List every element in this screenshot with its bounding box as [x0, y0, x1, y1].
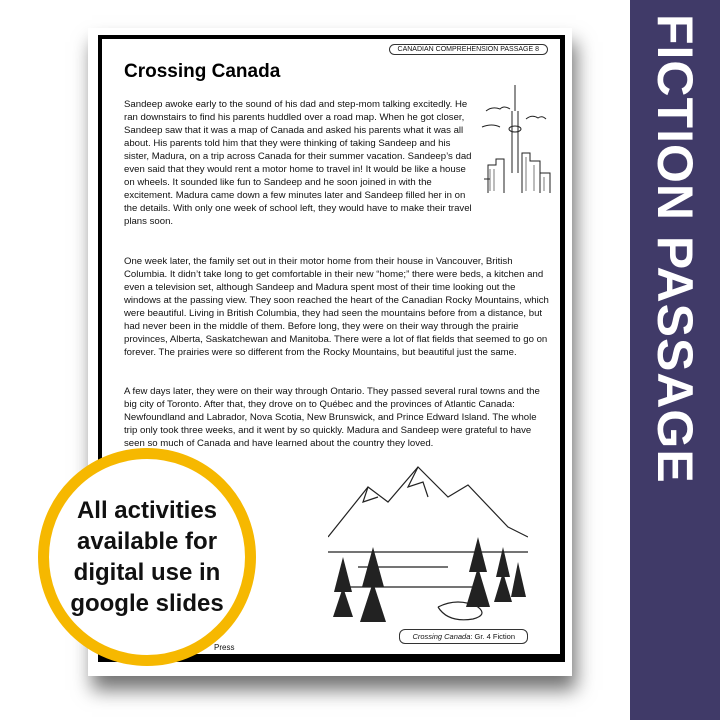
- digital-badge-text: All activities available for digital use in google slides: [70, 497, 224, 617]
- publisher-text: Press: [214, 643, 235, 652]
- paragraph-1: Sandeep awoke early to the sound of his dad and step-mom talking excitedly. He ran downstairs to find his parents huddled over a road map. When he got closer, Sandeep saw that it was a map of Canada and asked his parents what it was all about. His parents told him that they were thinking of taking Sandeep and his sister, Madura, on a trip across Canada for their summer vacation. Sandeep’s dad even said that they would rent a motor home to travel in! It would be like a house on wheels. It sounded like fun to Sandeep and he soon joined in with the excitement. Madura came down a few minutes later and Sandeep filled her in on the details. With only one week of school left, they would have to make their travel plans soon.: [124, 99, 472, 227]
- digital-badge: [38, 448, 256, 666]
- page-title: Crossing Canada: [124, 61, 281, 82]
- mountain-landscape-illustration: [328, 457, 528, 627]
- fiction-passage-label: FICTION PASSAGE: [647, 14, 703, 484]
- sidebar-band: [630, 0, 720, 720]
- footer-tag: [399, 629, 528, 644]
- paragraph-3: A few days later, they were on their way through Ontario. They passed several rural towns and the big city of Toronto. After that, they drove on to Québec and the provinces of Atlantic Canada: Newfoundland and Labrador, Nova Scotia, New Brunswick, and Prince Edward Island. The whole trip only took three weeks, and it went by so quickly. Madura and Sandeep were grateful to have seen so much of Canada and have learned about the country they loved.: [124, 386, 540, 449]
- cn-tower-illustration: [478, 83, 558, 193]
- passage-tag: CANADIAN COMPREHENSION PASSAGE 8: [389, 44, 548, 55]
- footer-grade: : Gr. 4 Fiction: [470, 632, 515, 641]
- footer-title: Crossing Canada: [412, 632, 471, 641]
- paragraph-2: One week later, the family set out in their motor home from their house in Vancouver, British Columbia. It didn’t take long to get comfortable in their new “home;” there were beds, a kitchen and even a television set, although Sandeep and Madura spent most of their time looking out the windows at the passing view. They soon reached the heart of the Canadian Rocky Mountains, which were beautiful. Living in British Columbia, they had seen the mountains before from a distance, but had never been in the middle of them. Before long, they were on their way through the prairie provinces, Alberta, Saskatchewan and Manitoba. There were a lot of flat fields that seemed to go on forever. The prairies were so different from the Rocky Mountains, but beautiful just the same.: [124, 256, 549, 358]
